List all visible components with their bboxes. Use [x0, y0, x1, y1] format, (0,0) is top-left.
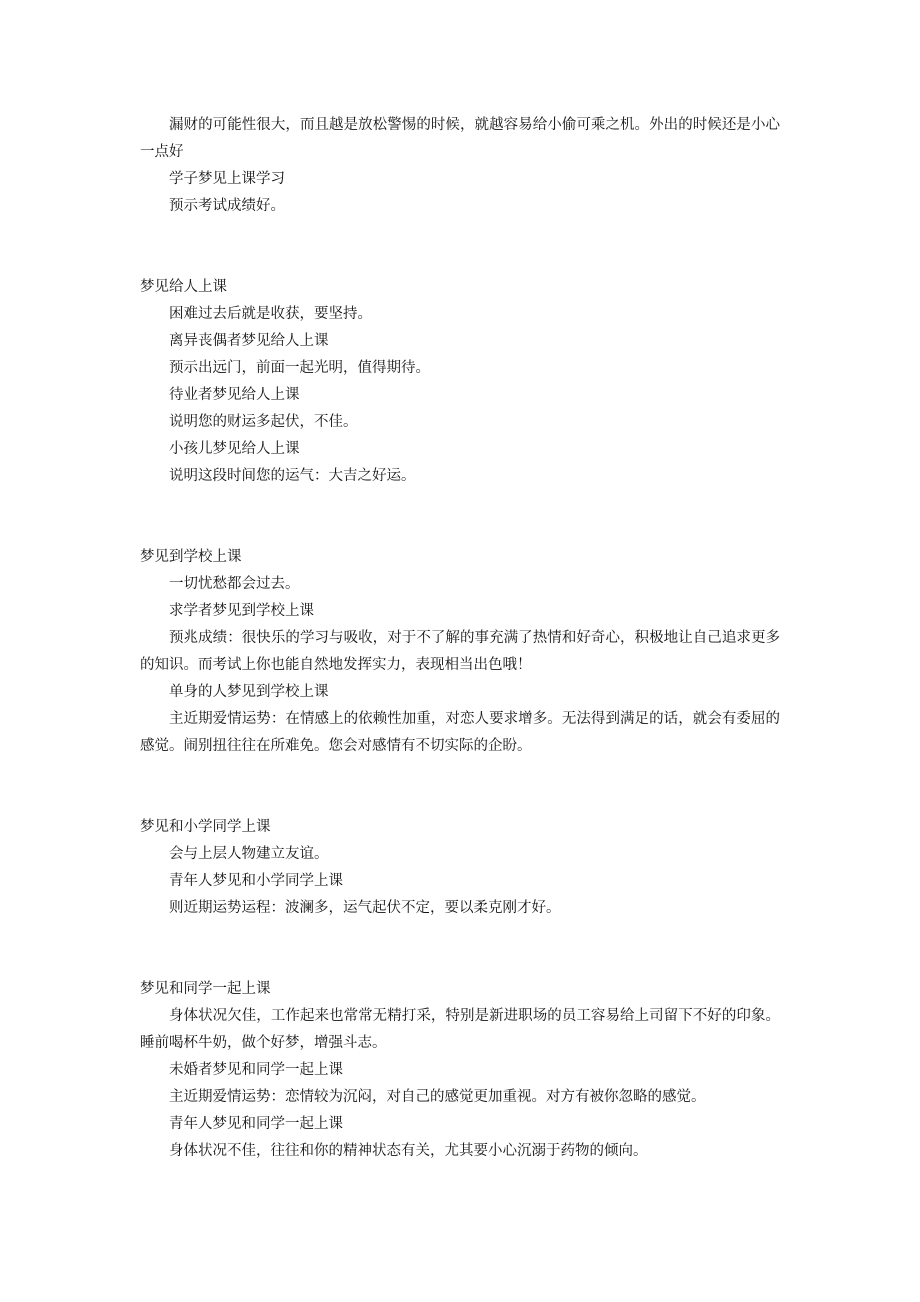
paragraph: 漏财的可能性很大，而且越是放松警惕的时候，就越容易给小偷可乘之机。外出的时候还是小心一点好 — [140, 117, 780, 160]
paragraph: 困难过去后就是收获，要坚持。 — [169, 306, 372, 322]
paragraph: 求学者梦见到学校上课 — [169, 603, 314, 619]
paragraph: 预兆成绩：很快乐的学习与吸收，对于不了解的事充满了热情和好奇心，积极地让自己追求更多的知识。而考试上你也能自然地发挥实力，表现相当出色哦！ — [140, 630, 780, 673]
section-title: 梦见到学校上课 — [140, 549, 242, 565]
paragraph: 一切忧愁都会过去。 — [169, 576, 300, 592]
section-primary-classmates — [140, 814, 780, 922]
document-body — [140, 112, 780, 1165]
paragraph: 青年人梦见和小学同学上课 — [169, 873, 343, 889]
paragraph: 主近期爱情运势：恋情较为沉闷，对自己的感觉更加重视。对方有被你忽略的感觉。 — [169, 1089, 706, 1105]
section-title: 梦见和同学一起上课 — [140, 981, 271, 997]
paragraph: 单身的人梦见到学校上课 — [169, 684, 329, 700]
paragraph: 则近期运势运程：波澜多，运气起伏不定，要以柔克刚才好。 — [169, 900, 561, 916]
intro-block — [140, 112, 780, 220]
paragraph: 身体状况不佳，往往和你的精神状态有关，尤其要小心沉溺于药物的倾向。 — [169, 1143, 648, 1159]
paragraph: 待业者梦见给人上课 — [169, 387, 300, 403]
paragraph: 身体状况欠佳，工作起来也常常无精打采，特别是新进职场的员工容易给上司留下不好的印象。睡前喝杯牛奶，做个好梦，增强斗志。 — [140, 1008, 780, 1051]
paragraph: 未婚者梦见和同学一起上课 — [169, 1062, 343, 1078]
section-title: 梦见给人上课 — [140, 279, 227, 295]
paragraph: 说明这段时间您的运气：大吉之好运。 — [169, 468, 416, 484]
paragraph: 离异丧偶者梦见给人上课 — [169, 333, 329, 349]
paragraph: 预示考试成绩好。 — [169, 198, 285, 214]
paragraph: 小孩儿梦见给人上课 — [169, 441, 300, 457]
section-classmates-together — [140, 976, 780, 1165]
paragraph: 青年人梦见和同学一起上课 — [169, 1116, 343, 1132]
section-title: 梦见和小学同学上课 — [140, 819, 271, 835]
paragraph: 会与上层人物建立友谊。 — [169, 846, 329, 862]
paragraph: 预示出远门，前面一起光明，值得期待。 — [169, 360, 430, 376]
paragraph: 学子梦见上课学习 — [169, 171, 285, 187]
section-give-lesson — [140, 274, 780, 490]
section-school-class — [140, 544, 780, 760]
paragraph: 主近期爱情运势：在情感上的依赖性加重，对恋人要求增多。无法得到满足的话，就会有委屈的感觉。闹别扭往往在所难免。您会对感情有不切实际的企盼。 — [140, 711, 780, 754]
paragraph: 说明您的财运多起伏，不佳。 — [169, 414, 358, 430]
